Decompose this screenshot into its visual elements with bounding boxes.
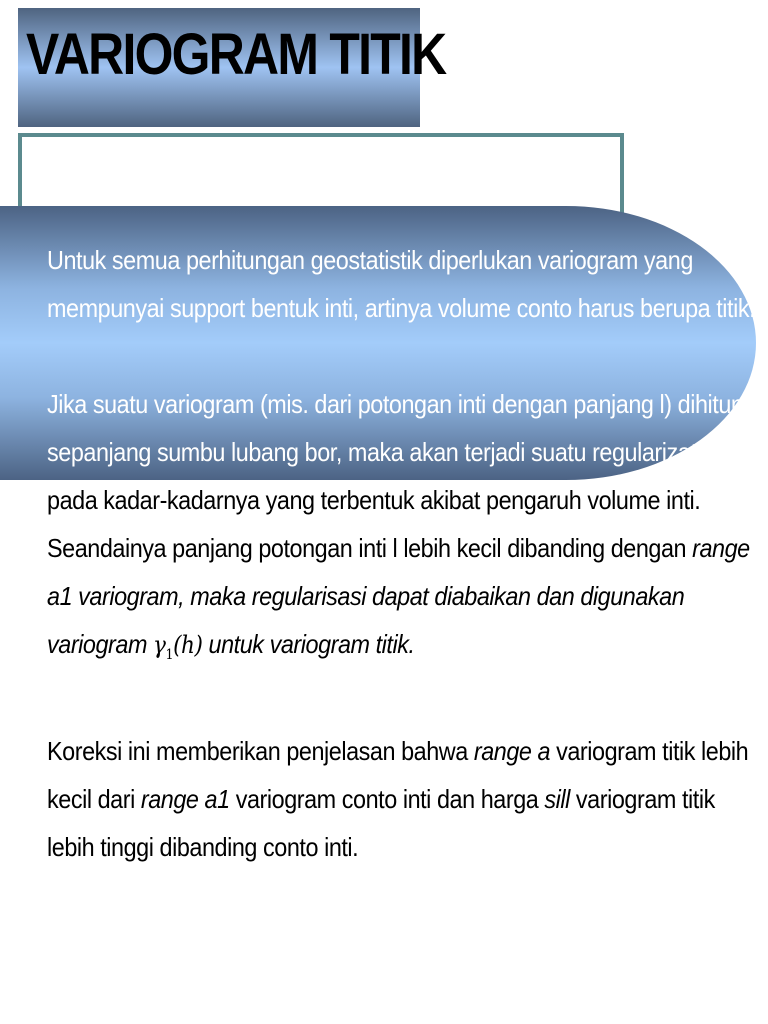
para3-line3: lebih tinggi dibanding conto inti. xyxy=(47,831,359,862)
page-title: VARIOGRAM TITIK xyxy=(26,22,446,87)
para2-line4-text: Seandainya panjang potongan inti l lebih kecil dibanding dengan xyxy=(47,533,693,563)
para3-line2-d: sill xyxy=(544,783,570,814)
para2-line6-text-a: variogram xyxy=(47,629,154,659)
gamma-argument: (h) xyxy=(173,631,203,659)
para1-line1: Untuk semua perhitungan geostatistik diperlukan variogram yang xyxy=(47,245,693,275)
slide-body xyxy=(47,236,758,871)
para2-line6 xyxy=(47,620,758,679)
para2-line3: pada kadar-kadarnya yang terbentuk akibat pengaruh volume inti. xyxy=(47,485,701,515)
para2-line5 xyxy=(47,572,758,620)
para3-line1-b: range a xyxy=(473,735,551,766)
para2-line6-text-b: untuk variogram titik. xyxy=(202,629,415,659)
para2-line1: Jika suatu variogram (mis. dari potongan inti dengan panjang l) dihitung xyxy=(47,389,757,419)
para3-line1 xyxy=(47,727,758,775)
para3-line2-c: variogram conto inti dan harga xyxy=(229,783,545,814)
para3-line2 xyxy=(47,775,758,823)
para2-line4 xyxy=(47,524,758,572)
para2-line5-text: a1 variogram, maka regularisasi dapat diabaikan dan digunakan xyxy=(47,581,685,611)
gamma-symbol: γ xyxy=(153,631,166,659)
para3-line2-b: range a1 xyxy=(140,783,230,814)
decorative-frame xyxy=(18,133,624,213)
para3-line2-a: kecil dari xyxy=(47,783,141,814)
para3-line1-a: Koreksi ini memberikan penjelasan bahwa xyxy=(47,735,474,766)
gamma-subscript: 1 xyxy=(165,646,174,663)
para2-line2: sepanjang sumbu lubang bor, maka akan terjadi suatu regularization xyxy=(47,437,727,467)
range-term: range xyxy=(692,533,750,563)
gamma-formula xyxy=(153,631,203,663)
title-box xyxy=(18,8,446,127)
para3-line1-c: variogram titik lebih xyxy=(550,735,749,766)
para3-line2-e: variogram titik xyxy=(569,783,715,814)
para1-line2: mempunyai support bentuk inti, artinya volume conto harus berupa titik. xyxy=(47,293,756,323)
